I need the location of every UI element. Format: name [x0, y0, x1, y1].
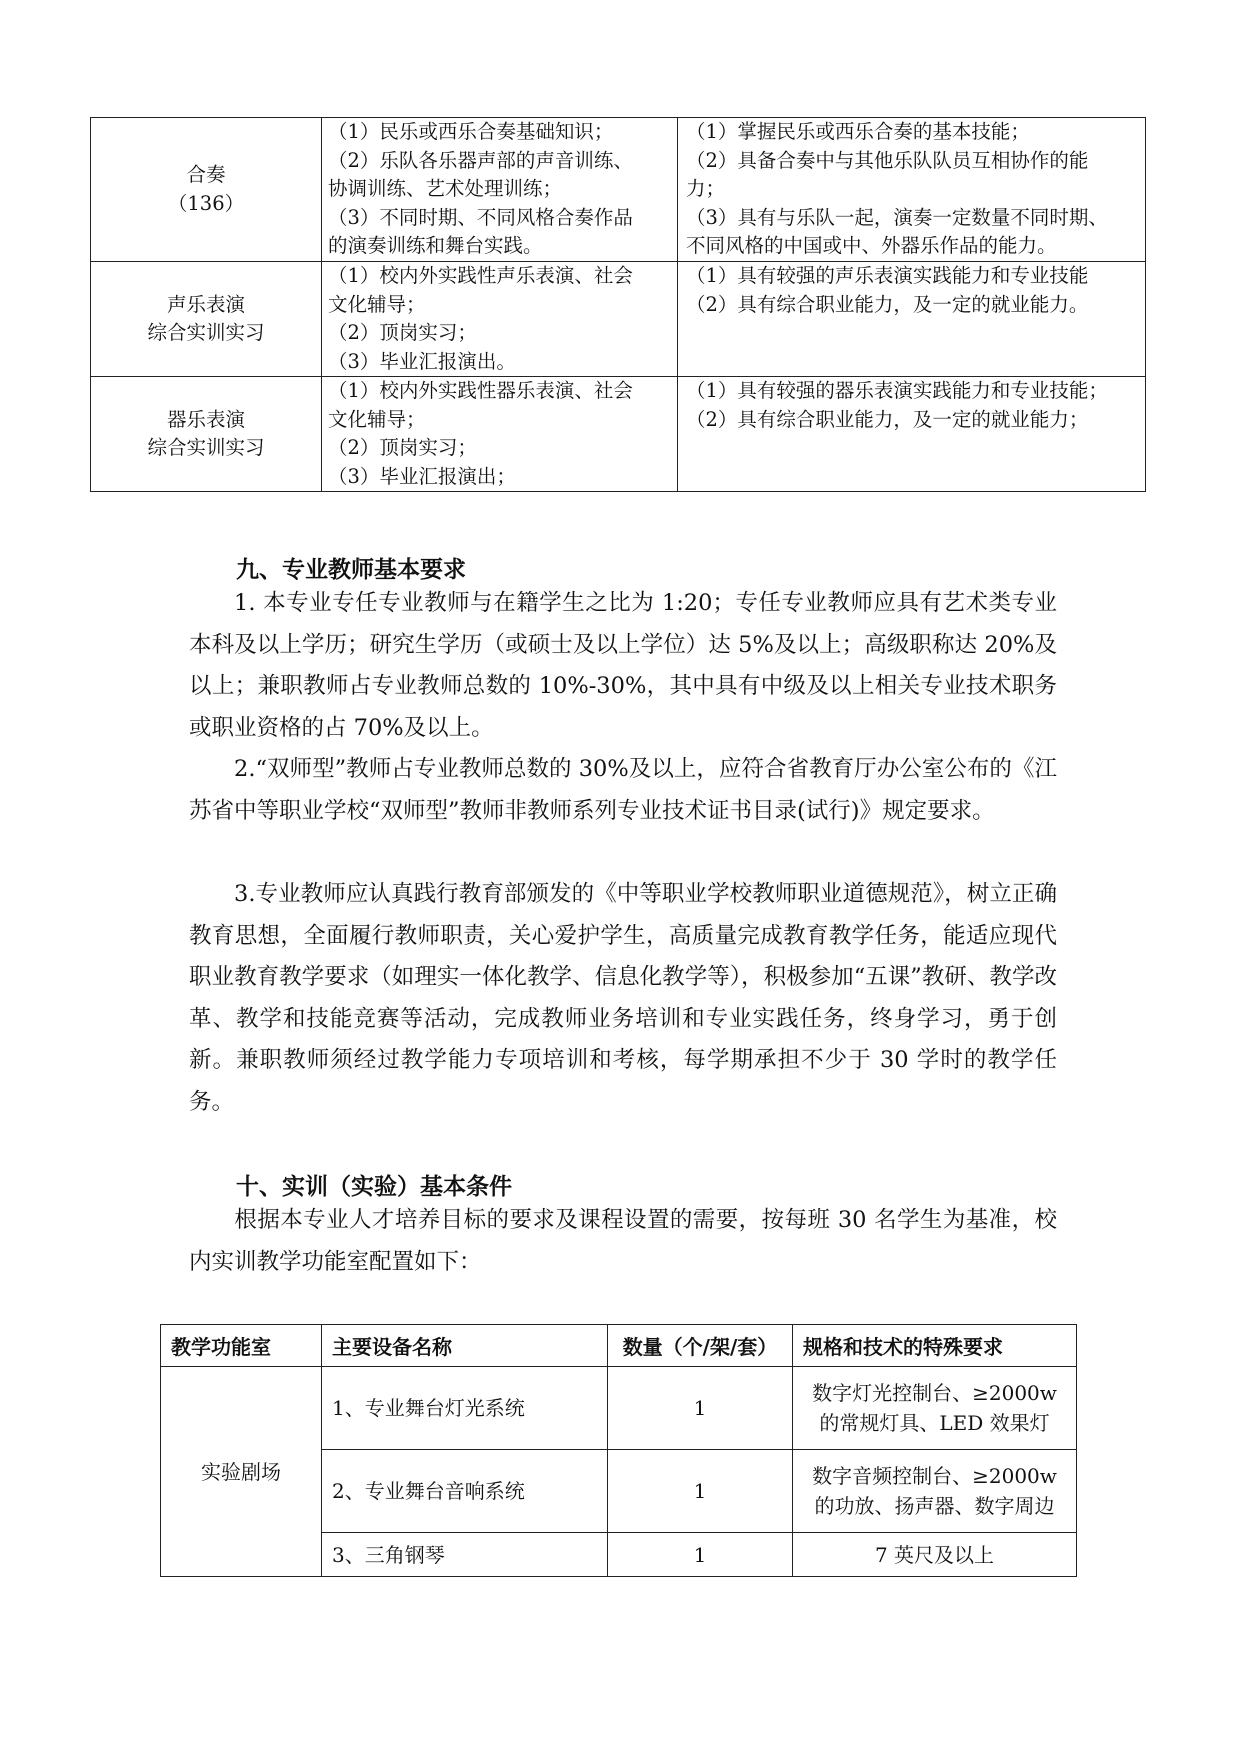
section-9-heading: 九、专业教师基本要求 [236, 557, 466, 583]
table-header-row [161, 1325, 1077, 1367]
equipment-spec [793, 1450, 1077, 1533]
course-code: 综合实训实习 [147, 436, 265, 459]
equipment-name: 1、专业舞台灯光系统 [322, 1367, 608, 1450]
spec-line: 的功放、扬声器、数字周边 [814, 1494, 1055, 1518]
equipment-name: 3、三角钢琴 [322, 1533, 608, 1577]
spec-line: 数字音频控制台、≥2000w [812, 1464, 1057, 1488]
section-9-paragraph-3 [189, 874, 1057, 1123]
content-line: 的演奏训练和舞台实践。 [328, 234, 543, 257]
content-line: （3）毕业汇报演出； [328, 464, 516, 488]
room-name: 实验剧场 [161, 1367, 322, 1577]
table-row [91, 377, 1146, 492]
section-10-paragraph-1 [189, 1200, 1057, 1283]
content-line: 文化辅导； [328, 292, 426, 316]
course-code: 综合实训实习 [147, 321, 265, 344]
equipment-quantity: 1 [608, 1450, 793, 1533]
practical-training-table [90, 117, 1146, 492]
course-content-cell [322, 118, 678, 262]
section-10-heading: 十、实训（实验）基本条件 [236, 1174, 512, 1200]
column-header: 数量（个/架/套） [608, 1325, 793, 1367]
requirement-line: 不同风格的中国或中、外器乐作品的能力。 [686, 234, 1057, 257]
course-name: 合奏 [186, 163, 226, 186]
course-code: （136） [167, 191, 245, 215]
course-requirements-cell [678, 377, 1146, 492]
table-row [91, 118, 1146, 262]
content-line: （3）毕业汇报演出。 [328, 349, 516, 373]
content-line: （2）顶岗实习； [328, 436, 477, 459]
requirement-line: （1）具有较强的器乐表演实践能力和专业技能； [686, 379, 1108, 402]
paragraph-text: 2.“双师型”教师占专业教师总数的 30%及以上，应符合省教育厅办公室公布的《江苏省中等职业学校“双师型”教师非教师系列专业技术证书目录(试行)》规定要求。 [189, 756, 1057, 824]
equipment-quantity: 1 [608, 1367, 793, 1450]
content-line: （2）顶岗实习； [328, 321, 477, 344]
equipment-spec [793, 1533, 1077, 1577]
column-header: 主要设备名称 [322, 1325, 608, 1367]
requirement-line: （2）具有综合职业能力，及一定的就业能力。 [686, 292, 1089, 316]
spec-line: 7 英尺及以上 [874, 1542, 995, 1567]
training-room-table [160, 1324, 1077, 1577]
course-content-cell [322, 377, 678, 492]
course-requirements-cell [678, 118, 1146, 262]
requirement-line: 力； [686, 177, 726, 200]
content-line: （1）民乐或西乐合奏基础知识； [328, 120, 614, 143]
column-header: 教学功能室 [161, 1325, 322, 1367]
table-row [91, 262, 1146, 377]
content-line: （3）不同时期、不同风格合奏作品 [328, 205, 633, 229]
requirement-line: （1）掌握民乐或西乐合奏的基本技能； [686, 120, 1030, 143]
equipment-name: 2、专业舞台音响系统 [322, 1450, 608, 1533]
course-name: 器乐表演 [166, 407, 245, 431]
spec-line: 数字灯光控制台、≥2000w [812, 1381, 1057, 1405]
equipment-spec [793, 1367, 1077, 1450]
course-name-cell [91, 262, 322, 377]
content-line: （1）校内外实践性声乐表演、社会 [328, 264, 633, 287]
spec-line: 的常规灯具、LED 效果灯 [819, 1411, 1050, 1435]
course-name-cell [91, 118, 322, 262]
requirement-line: （2）具备合奏中与其他乐队队员互相协作的能 [686, 148, 1089, 172]
paragraph-text: 1. 本专业专任专业教师与在籍学生之比为 1:20；专任专业教师应具有艺术类专业本科及以上学历；研究生学历（或硕士及以上学位）达 5%及以上；高级职称达 20%及以上；兼职教师占专业教师总数的 10%-30%，其中具有中级及以上相关专业技术职务或职业资格的占 70%及以上。 [189, 590, 1057, 741]
column-header: 规格和技术的特殊要求 [793, 1325, 1077, 1367]
paragraph-text: 3.专业教师应认真践行教育部颁发的《中等职业学校教师职业道德规范》，树立正确教育思想，全面履行教师职责，关心爱护学生，高质量完成教育教学任务，能适应现代职业教育教学要求（如理实一体化教学、信息化教学等），积极参加“五课”教研、教学改革、教学和技能竞赛等活动，完成教师业务培训和专业实践任务，终身学习，勇于创新。兼职教师须经过教学能力专项培训和考核，每学期承担不少于 30 学时的教学任务。 [189, 881, 1057, 1115]
section-9-paragraph-2 [189, 749, 1057, 832]
equipment-quantity: 1 [608, 1533, 793, 1577]
section-9-paragraph-1 [189, 583, 1057, 749]
paragraph-text: 根据本专业人才培养目标的要求及课程设置的需要，按每班 30 名学生为基准，校内实训教学功能室配置如下： [189, 1207, 1057, 1275]
course-name-cell [91, 377, 322, 492]
requirement-line: （2）具有综合职业能力，及一定的就业能力； [686, 407, 1089, 431]
content-line: 文化辅导； [328, 407, 426, 431]
requirement-line: （3）具有与乐队一起，演奏一定数量不同时期、 [686, 205, 1108, 229]
content-line: （1）校内外实践性器乐表演、社会 [328, 379, 633, 402]
course-name: 声乐表演 [166, 292, 245, 316]
course-content-cell [322, 262, 678, 377]
requirement-line: （1）具有较强的声乐表演实践能力和专业技能 [686, 264, 1089, 287]
content-line: 协调训练、艺术处理训练； [328, 177, 563, 200]
content-line: （2）乐队各乐器声部的声音训练、 [328, 148, 633, 172]
table-row [161, 1367, 1077, 1450]
course-requirements-cell [678, 262, 1146, 377]
